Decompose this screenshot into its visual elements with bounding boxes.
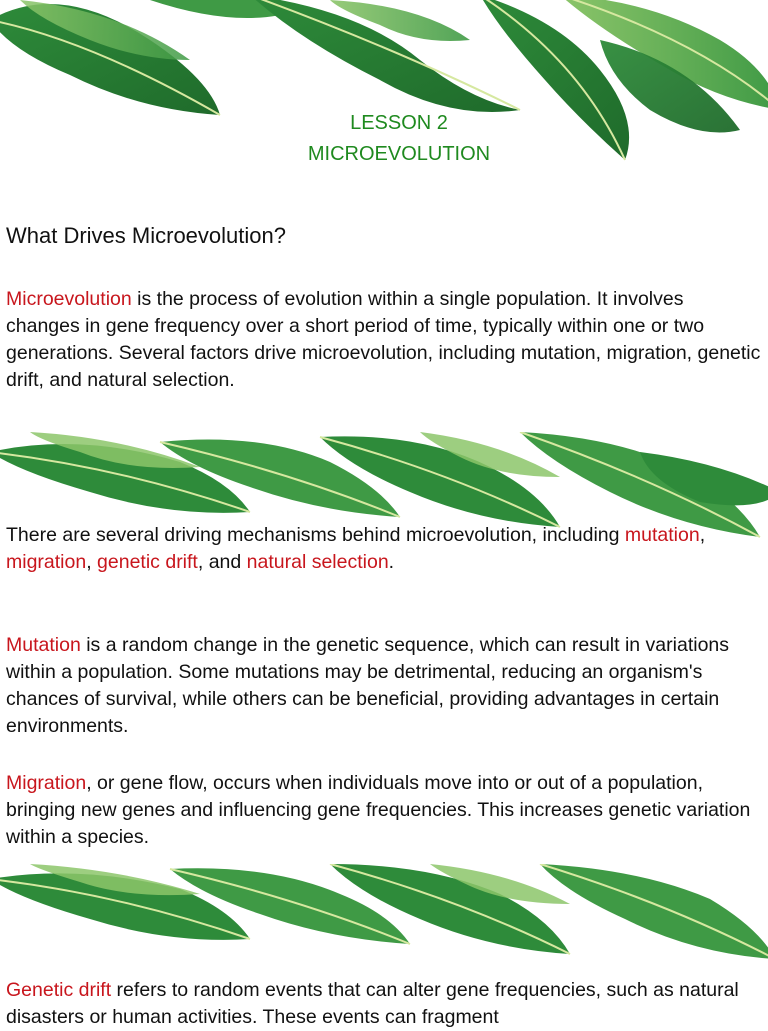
- term-migration: migration: [6, 551, 87, 573]
- paragraph-text: There are several driving mechanisms behind microevolution, including: [6, 524, 625, 546]
- paragraph-text: is a random change in the genetic sequence, which can result in variations within a population. Some mutations may be detrimental, reducing an organism's chances of survival, while others can be beneficial, providing advantages in certain environments.: [6, 634, 730, 737]
- term-mutation: mutation: [624, 524, 700, 546]
- term-migration: Migration: [6, 772, 87, 794]
- paragraph-migration: [6, 770, 762, 851]
- paragraph-microevolution: [6, 286, 762, 394]
- paragraph-text: , or gene flow, occurs when individuals move into or out of a population, bringing new genes and influencing gene frequencies. This increases genetic variation within a species.: [6, 772, 751, 848]
- term-genetic-drift: Genetic drift: [6, 979, 112, 1001]
- lesson-header: [0, 108, 768, 170]
- lesson-title: MICROEVOLUTION: [307, 143, 491, 165]
- paragraph-text: refers to random events that can alter gene frequencies, such as natural disasters or human activities. These events can fragment: [6, 979, 739, 1028]
- lower-banana-leaves: [0, 864, 768, 964]
- separator: ,: [86, 551, 98, 573]
- paragraph-mutation: [6, 632, 762, 740]
- section-heading: What Drives Microevolution?: [6, 223, 286, 248]
- term-mutation: Mutation: [6, 634, 81, 656]
- paragraph-mechanisms: [6, 522, 762, 576]
- paragraph-genetic-drift: [6, 977, 762, 1031]
- period: .: [388, 551, 395, 573]
- separator: ,: [699, 524, 706, 546]
- term-microevolution: Microevolution: [6, 288, 132, 310]
- paragraph-text: is the process of evolution within a single population. It involves changes in gene frequency over a short period of time, typically within one or two generations. Several factors drive microevolution, including mutation, migration, genetic drift, and natural selection.: [6, 288, 761, 391]
- term-natural-selection: natural selection: [246, 551, 389, 573]
- separator: , and: [197, 551, 247, 573]
- term-genetic-drift: genetic drift: [97, 551, 198, 573]
- lesson-number: LESSON 2: [350, 112, 448, 134]
